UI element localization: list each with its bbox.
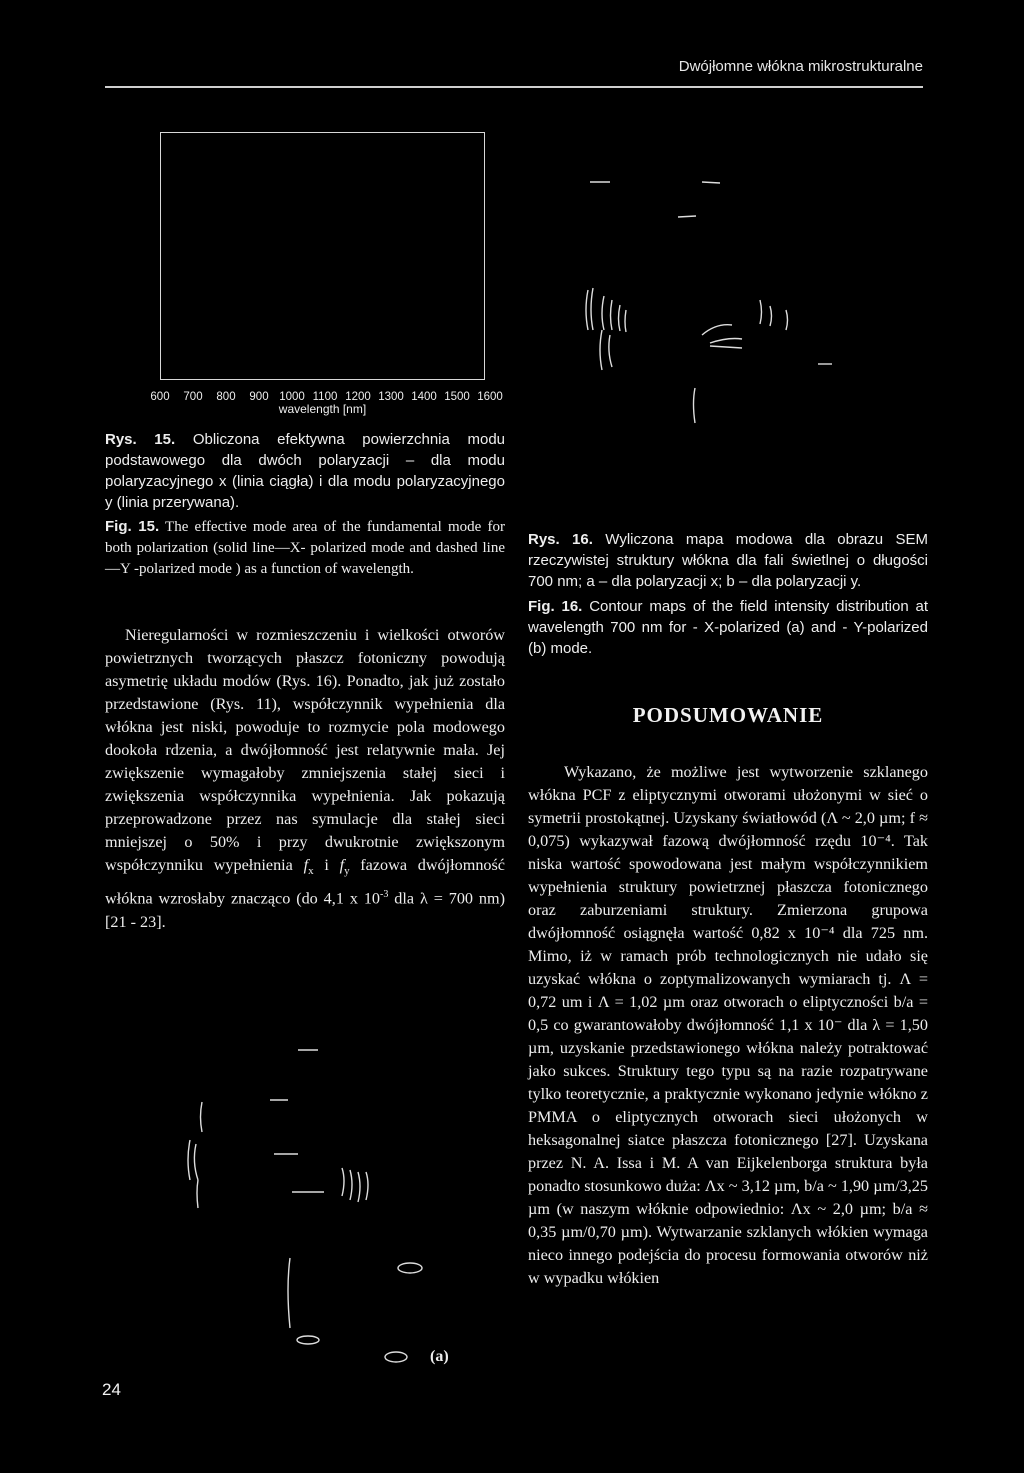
fig15-caption-pl	[105, 429, 505, 513]
chart-x-axis-label: wavelength [nm]	[278, 402, 367, 416]
fig16-en-label: Fig. 16.	[528, 598, 583, 615]
fig15-en-label: Fig. 15.	[105, 518, 160, 535]
summary-paragraph: Wykazano, że możliwe jest wytworzenie szklanego włókna PCF z eliptycznymi otworami ułożonymi w sieć o symetrii prostokątnej. Uzyskany światłowód (Λ ~ 2,0 µm; f ≈ 0,075) wykazywał fazową dwójłomność rzędu 10⁻⁴. Tak niska wartość spowodowana jest małym współczynnikiem wypełnienia struktury powietrznej płaszcza fotonicznego oraz zaburzeniami struktury. Zmierzona grupowa dwójłomność osiągnęła wartość 0,82 x 10⁻⁴ dla 725 nm. Mimo, iż w ramach prób technologicznych nie udało się uzyskać włókna o zoptymalizowanych wymiarach tj. Λ = 0,72 um i Λ = 1,02 µm oraz otworach o eliptyczności b/a = 0,5 co gwarantowałoby dwójłomność 1,1 x 10⁻ dla λ = 1,50 µm, uzyskanie przedstawionego włókna należy potraktować jako sukces. Struktury tego typu są na razie rozpatrywane tylko teoretycznie, a praktycznie wykonano jedynie włókno z PMMA o eliptycznych otworach sieci ułożonych w heksagonalnej siatce płaszcza fotonicznego [27]. Uzyskana przez N. A. Issa i M. A van Eijkelenborga struktura była ponadto stosunkowo duża: Λx ~ 3,12 µm, b/a ~ 1,90 µm/3,25 µm (w naszym włóknie odpowiednio: Λx ~ 2,0 µm; b/a ≈ 0,35 µm/0,70 µm). Wytwarzanie szklanych włókien wymaga nieco innego podejścia do procesu formowania otworów niż w wypadku włókien	[528, 763, 928, 1287]
x-tick-label: 600	[150, 391, 170, 403]
field-map-image-a	[170, 1040, 470, 1385]
body-paragraph	[105, 624, 505, 934]
section-title: PODSUMOWANIE	[632, 703, 824, 727]
x-tick-label: 800	[216, 391, 236, 403]
fig15-pl-text: Obliczona efektywna powierzchnia modu podstawowego dla dwóch polaryzacji – dla modu polaryzacyjnego x (linia ciągła) i dla modu polaryzacyjnego y (linia przerywana).	[105, 431, 505, 511]
x-tick-label: 1500	[444, 391, 470, 403]
x-tick-label: 900	[249, 391, 269, 403]
symbol-fy: f	[339, 856, 345, 874]
fig16-caption-pl	[528, 529, 928, 592]
field-map-image-b	[560, 160, 850, 440]
x-tick-label: 1100	[312, 391, 338, 403]
body-text-3: dla λ = 700 nm) [21 - 23].	[105, 889, 505, 931]
fig16-en-text: Contour maps of the field intensity distribution at wavelength 700 nm for - X-polarized (a) and - Y-polarized (b) mode.	[528, 598, 929, 657]
x-tick-label: 1400	[411, 391, 437, 403]
running-header: Dwójłomne włókna mikrostrukturalne	[678, 58, 923, 75]
fig16-pl-label: Rys. 16.	[528, 531, 593, 548]
fig15-caption-en	[105, 516, 505, 580]
x-tick-label: 1300	[378, 391, 404, 403]
body-text-2: fazowa dwójłomność włókna wzrosłaby znacząco (do 4,1 x 10	[105, 856, 505, 908]
fig16-caption-en	[528, 596, 928, 659]
symbol-fy-sub: y	[344, 865, 350, 878]
x-tick-label: 700	[183, 391, 203, 403]
header-rule	[105, 86, 923, 88]
page-number: 24	[102, 1380, 121, 1399]
fig16-pl-text: Wyliczona mapa modowa dla obrazu SEM rzeczywistej struktury włókna dla fali świetlnej o długości 700 nm; a – dla polaryzacji x; b – dla polaryzacji y.	[528, 531, 928, 590]
body-text-and: i	[313, 856, 340, 874]
fig16-panel-label: (a)	[430, 1348, 449, 1365]
x-tick-label: 1000	[279, 391, 305, 403]
body-exponent: -3	[380, 889, 389, 901]
body-text-1: Nieregularności w rozmieszczeniu i wielkości otworów powietrznych tworzących płaszcz fotoniczny powodują asymetrię układu modów (Rys. 16). Ponadto, jak już zostało przedstawione (Rys. 11), współczynnik wypełnienia dla włókna jest niski, powoduje to rozmycie pola modowego dookoła rdzenia, a dwójłomność jest relatywnie mała. Jej zwiększenie wymagałoby zmniejszenia stałej sieci i zwiększenia współczynnika wypełnienia. Jak pokazują przeprowadzone przez nas symulacje dla stałej sieci mniejszej o 50% i przy dwukrotnie zwiększonym współczynniku wypełnienia	[105, 626, 505, 874]
x-tick-label: 1200	[345, 391, 371, 403]
x-tick-label: 1600	[477, 391, 503, 403]
symbol-fx-sub: x	[308, 865, 314, 878]
fig15-pl-label: Rys. 15.	[105, 431, 176, 448]
symbol-fx: f	[303, 856, 309, 874]
chart-plot-area	[160, 132, 485, 380]
fig15-en-text: The effective mode area of the fundamental mode for both polarization (solid line—X- polarized mode and dashed line—Y -polarized mode ) as a function of wavelength.	[105, 519, 505, 577]
